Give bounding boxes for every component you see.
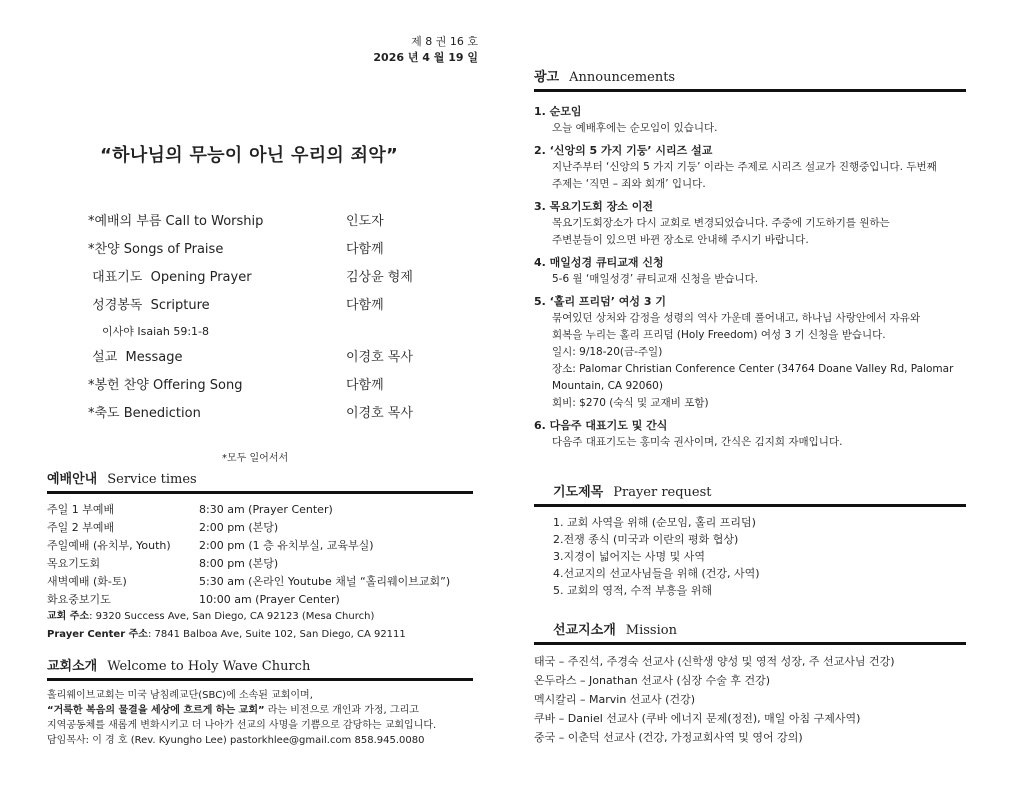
worship-item-name: *예배의 부름 Call to Worship	[88, 214, 264, 229]
service-times-title-en: Service times	[107, 472, 197, 487]
prayer-center-label: Prayer Center 주소	[47, 629, 148, 640]
service-times-title-ko: 예배안내	[47, 472, 98, 487]
announcement-text: 지난주부터 ‘신앙의 5 가지 기둥’ 이라는 주제로 시리즈 설교가 진행중입니다. 두번째	[552, 161, 937, 173]
retreat-location: 장소: Palomar Christian Conference Center (34764 Doane Valley Rd, Palomar	[552, 363, 954, 375]
worship-item	[88, 240, 448, 260]
list-item: 4.선교지의 선교사님들을 위해 (건강, 사역)	[553, 567, 760, 580]
announcement-text: 오늘 예배후에는 순모임이 있습니다.	[552, 122, 718, 134]
worship-item	[88, 296, 448, 316]
list-item: 2.전쟁 종식 (미국과 이란의 평화 협상)	[553, 533, 739, 546]
list-item: 멕시칼리 – Marvin 선교사 (건강)	[534, 693, 695, 706]
welcome-title-ko: 교회소개	[47, 659, 98, 674]
welcome-heading	[47, 658, 310, 676]
service-name: 주일 2 부예배	[47, 521, 115, 534]
worship-item-name: 설교 Message	[88, 350, 183, 365]
service-time: 2:00 pm (본당)	[199, 521, 279, 534]
worship-item-name: *축도 Benediction	[88, 406, 201, 421]
worship-item-name: *찬양 Songs of Praise	[88, 242, 224, 257]
worship-item	[88, 404, 448, 424]
announcement-text: 주변분들이 있으면 바뀐 장소로 안내해 주시기 바랍니다.	[552, 234, 809, 246]
church-vision: “거룩한 복음의 물결을 세상에 흐르게 하는 교회”	[47, 705, 265, 716]
service-time: 2:00 pm (1 층 유치부실, 교육부실)	[199, 539, 374, 552]
worship-item-name: *봉헌 찬양 Offering Song	[88, 378, 243, 393]
section-divider	[534, 89, 966, 92]
service-name: 새벽예배 (화-토)	[47, 575, 127, 588]
church-address-label: 교회 주소	[47, 611, 90, 622]
announcement-heading: 1. 순모임	[534, 105, 582, 118]
list-item: 쿠바 – Daniel 선교사 (쿠바 에너지 문제(정전), 매일 아침 구제사역)	[534, 712, 861, 725]
service-name: 목요기도회	[47, 557, 101, 570]
announcement-heading: 3. 목요기도회 장소 이전	[534, 200, 653, 213]
announcement-item	[534, 104, 984, 137]
service-time: 8:00 pm (본당)	[199, 557, 279, 570]
retreat-location-cont: Mountain, CA 92060)	[552, 380, 663, 392]
announcement-text: 다음주 대표기도는 홍미숙 권사이며, 간식은 김지희 자매입니다.	[552, 436, 843, 448]
announcement-heading: 5. ‘홀리 프리덤’ 여성 3 기	[534, 295, 666, 308]
announcements-heading	[534, 69, 675, 87]
list-item: 온두라스 – Jonathan 선교사 (심장 수술 후 건강)	[534, 674, 771, 687]
worship-item	[88, 268, 448, 288]
worship-item-leader: 이경호 목사	[346, 350, 413, 365]
announcements-title-ko: 광고	[534, 70, 560, 85]
mission-title-ko: 선교지소개	[553, 623, 616, 638]
section-divider	[47, 678, 473, 681]
mission-list	[534, 652, 895, 747]
announcement-text: 회복을 누리는 홀리 프리덤 (Holy Freedom) 여성 3 기 신청을 받습니다.	[552, 329, 886, 341]
table-row	[47, 573, 477, 591]
issue-volume: 제 8 권 16 호	[411, 35, 478, 48]
service-name: 화요중보기도	[47, 593, 111, 606]
announcement-item	[534, 143, 984, 193]
announcement-item	[534, 418, 984, 451]
worship-item-leader: 다함께	[346, 378, 384, 393]
welcome-line-rest: 라는 비전으로 개인과 가정, 그리고	[264, 705, 419, 716]
table-row	[47, 501, 477, 519]
table-row	[47, 537, 477, 555]
prayer-list	[553, 514, 760, 599]
list-item: 태국 – 주진석, 주경숙 선교사 (신학생 양성 및 영적 성장, 주 선교사님 건강)	[534, 655, 895, 668]
worship-item-leader: 김상윤 형제	[346, 270, 413, 285]
welcome-line: 홀리웨이브교회는 미국 남침례교단(SBC)에 소속된 교회이며,	[47, 690, 313, 701]
issue-info	[360, 34, 478, 66]
section-divider	[534, 642, 966, 645]
announcement-heading: 4. 매일성경 큐티교재 신청	[534, 256, 664, 269]
prayer-title-ko: 기도제목	[553, 485, 604, 500]
service-time: 8:30 am (Prayer Center)	[199, 503, 333, 516]
table-row	[47, 519, 477, 537]
mission-heading	[553, 622, 677, 640]
list-item: 중국 – 이춘덕 선교사 (건강, 가정교회사역 및 영어 강의)	[534, 731, 803, 744]
welcome-line	[47, 703, 497, 718]
worship-item-leader: 인도자	[346, 214, 384, 229]
sermon-title: “하나님의 무능이 아닌 우리의 죄악”	[100, 145, 399, 166]
announcement-list	[534, 104, 984, 457]
issue-date: 2026 년 4 월 19 일	[373, 51, 478, 64]
list-item: 1. 교회 사역을 위해 (순모임, 홀리 프리덤)	[553, 516, 756, 529]
announcement-text: 주제는 ‘직면 – 죄와 회개’ 입니다.	[552, 178, 706, 190]
mission-title-en: Mission	[625, 623, 677, 638]
worship-item-name: 대표기도 Opening Prayer	[88, 270, 252, 285]
welcome-text	[47, 688, 497, 748]
retreat-fee: 회비: $270 (숙식 및 교재비 포함)	[552, 397, 709, 409]
service-time: 5:30 am (온라인 Youtube 채널 “홀리웨이브교회”)	[199, 575, 451, 588]
worship-item-leader: 다함께	[346, 298, 384, 313]
worship-item	[88, 212, 448, 232]
retreat-dates: 일시: 9/18-20(금-주일)	[552, 346, 663, 358]
service-time: 10:00 am (Prayer Center)	[199, 593, 340, 606]
prayer-heading	[553, 484, 712, 502]
worship-item	[88, 376, 448, 396]
welcome-title-en: Welcome to Holy Wave Church	[107, 659, 311, 674]
scripture-passage	[88, 322, 448, 342]
service-times-heading	[47, 471, 197, 489]
announcement-item	[534, 255, 984, 288]
announcement-item	[534, 199, 984, 249]
prayer-title-en: Prayer request	[613, 485, 712, 500]
announcement-text: 목요기도회장소가 다시 교회로 변경되었습니다. 주중에 기도하기를 원하는	[552, 217, 890, 229]
list-item: 5. 교회의 영적, 수적 부흥을 위해	[553, 584, 712, 597]
prayer-center-text: : 7841 Balboa Ave, Suite 102, San Diego, CA 92111	[147, 629, 406, 640]
section-divider	[47, 491, 473, 494]
scripture-passage-text: 이사야 Isaiah 59:1-8	[88, 325, 210, 338]
worship-item-name: 성경봉독 Scripture	[88, 298, 210, 313]
worship-item-leader: 다함께	[346, 242, 384, 257]
announcement-text: 묶여있던 상처와 감정을 성령의 역사 가운데 풀어내고, 하나님 사랑안에서 자유와	[552, 312, 921, 324]
church-address-text: : 9320 Success Ave, San Diego, CA 92123 (Mesa Church)	[89, 611, 375, 622]
announcements-title-en: Announcements	[569, 70, 676, 85]
list-item: 3.지경이 넓어지는 사명 및 사역	[553, 550, 705, 563]
announcement-item	[534, 294, 984, 412]
service-name: 주일예배 (유치부, Youth)	[47, 539, 171, 552]
standing-note: *모두 일어서서	[222, 453, 289, 464]
table-row	[47, 555, 477, 573]
pastor-contact: 담임목사: 이 경 호 (Rev. Kyungho Lee) pastorkhlee@gmail.com 858.945.0080	[47, 735, 425, 746]
announcement-heading: 6. 다음주 대표기도 및 간식	[534, 419, 668, 432]
announcement-text: 5-6 월 ‘매일성경’ 큐티교재 신청을 받습니다.	[552, 273, 759, 285]
prayer-center-address	[47, 625, 406, 640]
service-name: 주일 1 부예배	[47, 503, 115, 516]
section-divider	[534, 504, 966, 507]
church-address	[47, 607, 374, 622]
announcement-heading: 2. ‘신앙의 5 가지 기둥’ 시리즈 설교	[534, 144, 713, 157]
worship-item-leader: 이경호 목사	[346, 406, 413, 421]
welcome-line: 지역공동체를 새롭게 변화시키고 더 나아가 선교의 사명을 기쁨으로 감당하는 교회입니다.	[47, 720, 437, 731]
worship-item	[88, 348, 448, 368]
